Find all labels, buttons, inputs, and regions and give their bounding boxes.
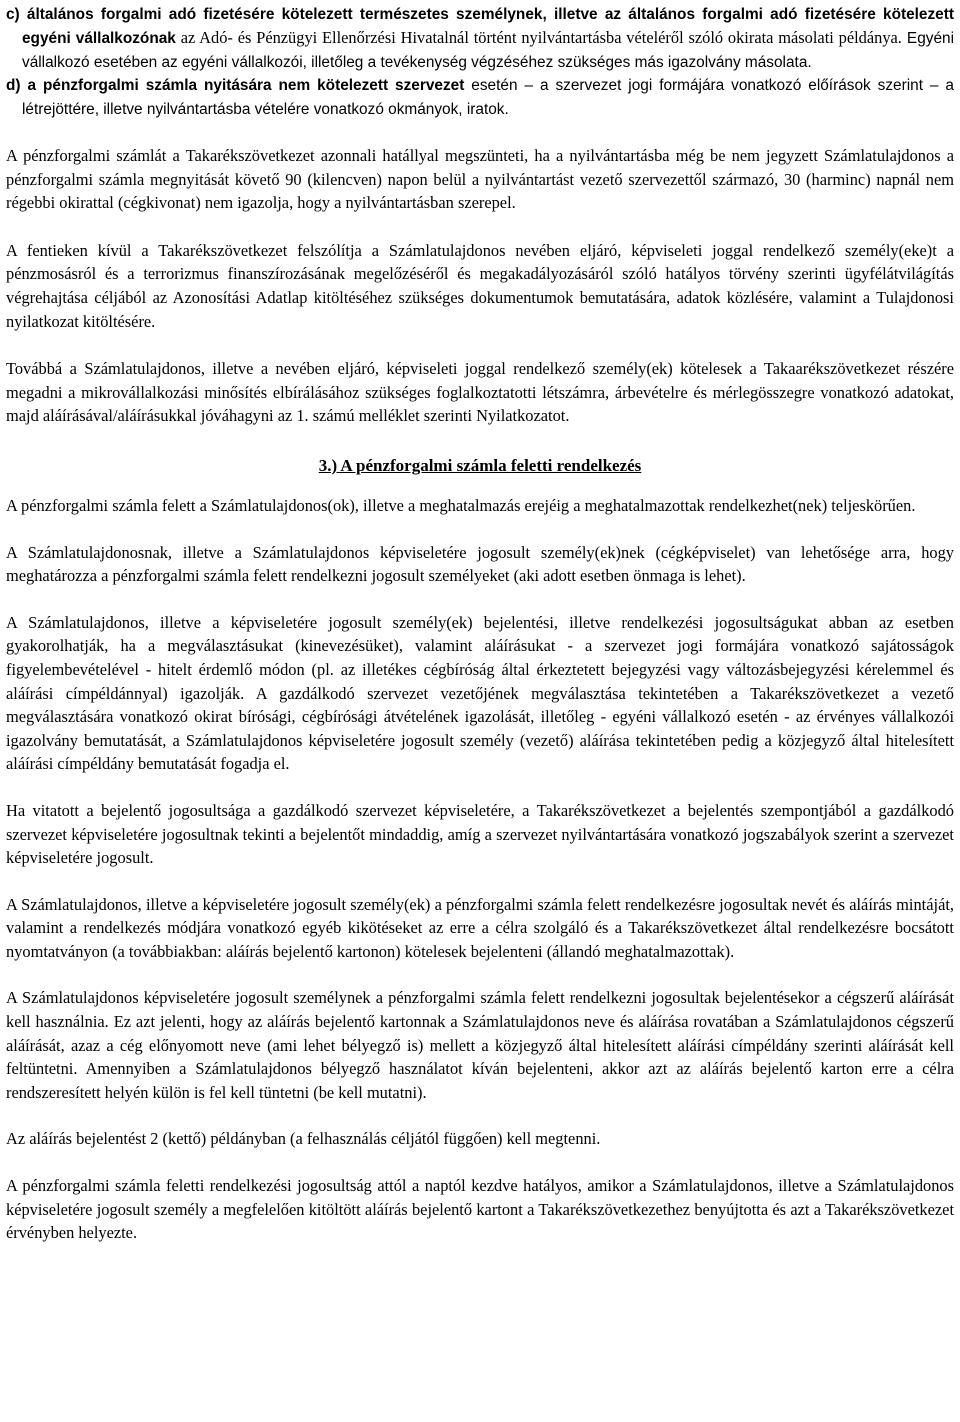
paragraph: Az aláírás bejelentést 2 (kettő) példányban (a felhasználás céljától függően) kell megtenni.	[6, 1129, 601, 1149]
paragraph: A Számlatulajdonos képviseletére jogosult személynek a pénzforgalmi számla felett rendelkezni jogosultak bejelentésekor a cégszerű aláírását kell használnia. Ez azt jelenti, hogy az aláírás bejelentő kartonnak a Számlatulajdonos neve és aláírása rovatában a Számlatulajdonos cégszerű aláírását, azaz a cég előnyomott neve (ami lehet bélyegző is) mellett a közjegyző által hitelesített aláírási címpéldány szerinti aláírását kell feltüntetni. Amennyiben a Számlatulajdonos bélyegző használatot kíván bejelenteni, akkor azt az aláírás bejelentő karton erre a célra rendszeresített helyén külön is fel kell tüntetni (be kell mutatni).	[6, 988, 954, 1102]
paragraph: A Számlatulajdonosnak, illetve a Számlatulajdonos képviseletére jogosult személy(ek)nek (cégképviselet) van lehetősége arra, hogy meghatározza a pénzforgalmi számla felett rendelkezni jogosult személyeket (aki adott esetben önmaga is lehet).	[6, 542, 954, 586]
paragraph: Ha vitatott a bejelentő jogosultsága a gazdálkodó szervezet képviseletére, a Takarékszövetkezet a bejelentés szempontjából a gazdálkodó szervezet képviseletére jogosultnak tekinti a bejelentőt mindaddig, amíg a szervezet nyilvántartására vonatkozó jogszabályok szerint a szervezet képviseletére jogosult.	[6, 800, 954, 868]
section-heading: 3.) A pénzforgalmi számla feletti rendelkezés	[318, 455, 642, 475]
paragraph: A pénzforgalmi számlát a Takarékszövetkezet azonnali hatállyal megszünteti, ha a nyilvántartásba még be nem jegyzett Számlatulajdonos a pénzforgalmi számla megnyitását követő 90 (kilencven) napon belül a nyilvántartást vezető szervezettől származó, 30 (harminc) napnál nem régebbi okirattal (cégkivonat) nem igazolja, hogy a nyilvántartásban szerepel.	[6, 146, 954, 213]
document-page	[6, 0, 954, 1245]
list-item-d	[6, 74, 954, 121]
paragraph: A Számlatulajdonos, illetve a képviseletére jogosult személy(ek) bejelentési, illetve rendelkezési jogosultságukat abban az esetben gyakorolhatják, ha a megválasztásukat (kinevezésüket), valamint aláírásukat - a szervezet jogi formájára vonatkozó sajátosságok figyelembevételével - hitelt érdemlő módon (pl. az illetékes cégbíróság által érkeztetett bejegyzési vagy változásbejegyzési kérelemmel és aláírási címpéldánnyal) igazolják. A gazdálkodó szervezet vezetőjének megválasztása tekintetében a Takarékszövetkezet a vezető megválasztására vonatkozó okirat bírósági, cégbírósági átvételének igazolását, illetőleg - egyéni vállalkozó esetén - az érvényes vállalkozói igazolvány bemutatását, a Számlatulajdonos képviseletére jogosult személy (vezető) aláírása tekintetében pedig a közjegyző által hitelesített aláírási címpéldány bemutatását fogadja el.	[6, 612, 954, 774]
paragraph: A pénzforgalmi számla felett a Számlatulajdonos(ok), illetve a meghatalmazás erejéig a meghatalmazottak rendelkezhet(nek) teljeskörűen.	[6, 495, 916, 515]
item-c-bold: c) általános forgalmi adó fizetésére kötelezett természetes személynek, illetve az általános forgalmi adó fizetésére kötelezett egyéni vállalkozónak	[6, 6, 954, 48]
item-d-text: esetén – a szervezet jogi formájára vonatkozó előírások szerint – a létrejöttére, illetve nyilvántartásba vételére vonatkozó okmányok, iratok.	[22, 77, 954, 118]
paragraph: A fentieken kívül a Takarékszövetkezet felszólítja a Számlatulajdonos nevében eljáró, képviseleti joggal rendelkező személy(eke)t a pénzmosásról és a terrorizmus finanszírozásának megelőzéséről és megakadályozásáról szóló hatályos törvény szerinti ügyfélátvilágítás végrehajtása céljából az Azonosítási Adatlap kitöltéséhez szükséges dokumentumok bemutatására, adatok közlésére, valamint a Tulajdonosi nyilatkozat kitöltésére.	[6, 240, 954, 331]
item-d-bold: d) a pénzforgalmi számla nyitására nem kötelezett szervezet	[6, 77, 465, 95]
paragraph: Továbbá a Számlatulajdonos, illetve a nevében eljáró, képviseleti joggal rendelkező személy(ek) kötelesek a Takaarékszövetkezet részére megadni a mikrovállalkozási minősítés elbírálásához szükséges foglalkoztatotti létszámra, árbevételre és mérlegösszegre vonatkozó adatokat, majd aláírásával/aláírásukkal jóváhagyni az 1. számú melléklet szerinti Nyilatkozatot.	[6, 359, 954, 426]
paragraph: A pénzforgalmi számla feletti rendelkezési jogosultság attól a naptól kezdve hatályos, amikor a Számlatulajdonos, illetve a Számlatulajdonos képviseletére jogosult személy a megfelelően kitöltött aláírás bejelentő kartont a Takarékszövetkezethez benyújtotta és azt a Takarékszövetkezet érvényben helyezte.	[6, 1176, 954, 1243]
list-item-c	[6, 3, 954, 74]
item-c-text-serif: az Adó- és Pénzügyi Ellenőrzési Hivatalnál történt nyilvántartásba vételéről szóló okirata másolati példánya.	[175, 28, 902, 48]
paragraph: A Számlatulajdonos, illetve a képviseletére jogosult személy(ek) a pénzforgalmi számla felett rendelkezésre jogosultak nevét és aláírás mintáját, valamint a rendelkezés módjára vonatkozó egyéb kikötéseket az erre a célra szolgáló és a Takarékszövetkezet által rendelkezésre bocsátott nyomtatványon (a továbbiakban: aláírás bejelentő kartonon) kötelesek bejelenteni (állandó meghatalmazottak).	[6, 894, 954, 961]
item-c-text-sans: Egyéni vállalkozó esetében az egyéni vállalkozói, illetőleg a tevékenység végzéséhez szükséges más igazolvány másolata.	[22, 30, 954, 71]
